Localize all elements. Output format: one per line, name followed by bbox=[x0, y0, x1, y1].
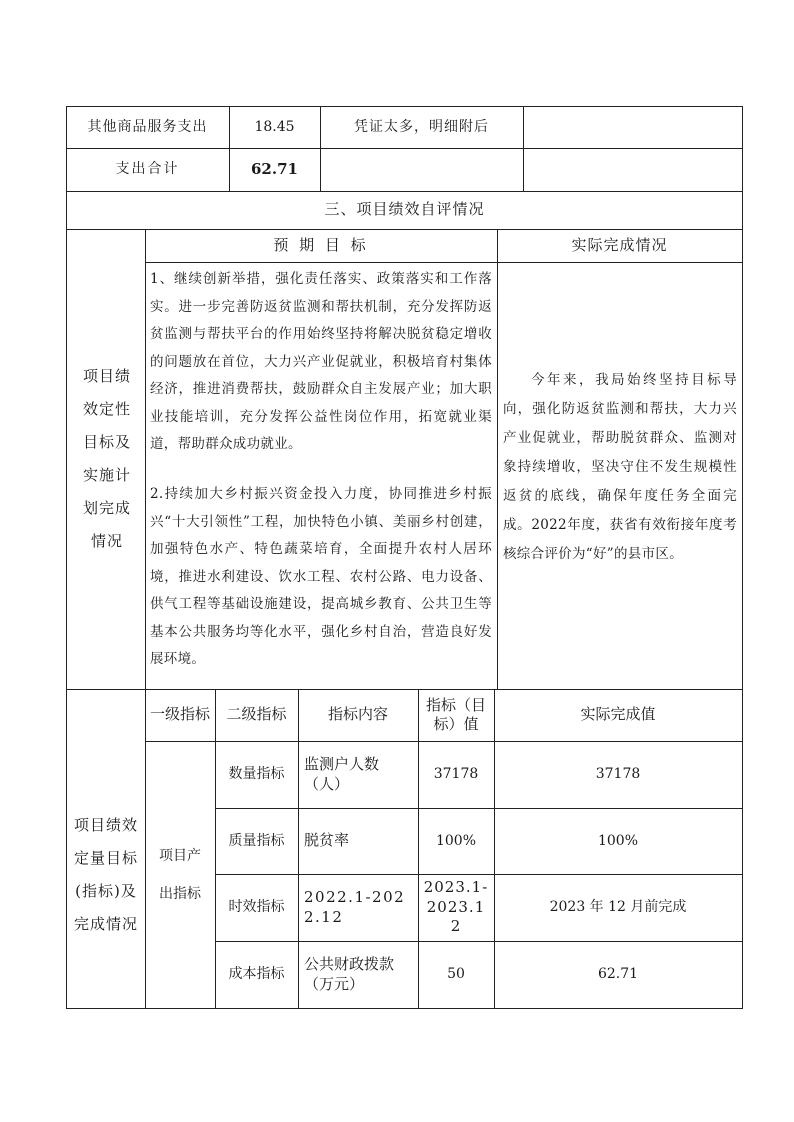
row-cost-content: 公共财政拨款（万元） bbox=[304, 955, 395, 993]
header-target: 指标（目标）值 bbox=[425, 695, 486, 733]
total-label: 支出合计 bbox=[115, 161, 180, 178]
row-quantity-target: 37178 bbox=[433, 766, 479, 783]
section-title: 三、项目绩效自评情况 bbox=[324, 200, 485, 219]
level1-value: 项目产出指标 bbox=[159, 847, 201, 902]
row-cost-level2: 成本指标 bbox=[228, 966, 285, 983]
header-content: 指标内容 bbox=[327, 705, 388, 724]
row-time-actual: 2023 年 12 月前完成 bbox=[549, 899, 687, 916]
row-quality-level2: 质量指标 bbox=[228, 832, 285, 849]
row-time-level2: 时效指标 bbox=[228, 899, 285, 916]
row-quantity-actual: 37178 bbox=[595, 766, 641, 783]
expected-goal-paragraph-1: 1、继续创新举措，强化责任落实、政策落实和工作落实。进一步完善防返贫监测和帮扶机制，充分发挥防返贫监测与帮扶平台的作用始终坚持将解决脱贫稳定增收的问题放在首位，大力兴产业促就业，积极培育村集体经济，推进消费帮扶，鼓励群众自主发展产业；加大职业技能培训，充分发挥公益性岗位作用，拓宽就业渠道，帮助群众成功就业。 bbox=[150, 271, 492, 452]
total-extra bbox=[523, 148, 742, 191]
row-quality-actual: 100% bbox=[597, 832, 639, 849]
expense-note: 凭证太多，明细附后 bbox=[354, 118, 489, 135]
expense-label: 其他商品服务支出 bbox=[87, 118, 208, 135]
total-note bbox=[320, 148, 523, 191]
row-quantity-content: 监测户人数（人） bbox=[304, 755, 380, 793]
expense-extra bbox=[523, 106, 742, 148]
header-level2: 二级指标 bbox=[226, 705, 287, 724]
row-quantity-level2: 数量指标 bbox=[228, 766, 285, 783]
actual-completion-header: 实际完成情况 bbox=[571, 235, 668, 254]
total-amount: 62.71 bbox=[251, 159, 298, 178]
row-time-target: 2023.1-2023.12 bbox=[423, 878, 489, 936]
expected-goal-header: 预 期 目 标 bbox=[273, 235, 369, 254]
header-actual: 实际完成值 bbox=[580, 705, 656, 724]
expected-goal-paragraph-2: 2.持续加大乡村振兴资金投入力度，协同推进乡村振兴“十大引领性”工程，加快特色小镇、美丽乡村创建，加强特色水产、特色蔬菜培育，全面提升农村人居环境，推进水利建设、饮水工程、农村公路、电力设备、供气工程等基础设施建设，提高城乡教育、公共卫生等基本公共服务均等化水平，强化乡村自治，营造良好发展环境。 bbox=[150, 486, 492, 667]
qualitative-row-label: 项目绩效定性目标及实施计划完成情况 bbox=[82, 367, 131, 550]
row-quality-target: 100% bbox=[435, 832, 477, 849]
row-quality-content: 脱贫率 bbox=[304, 831, 350, 850]
row-time-content: 2022.1-2022.12 bbox=[304, 888, 406, 926]
expense-amount: 18.45 bbox=[254, 118, 295, 135]
header-level1: 一级指标 bbox=[149, 705, 210, 724]
quantitative-row-label: 项目绩效定量目标(指标)及完成情况 bbox=[74, 815, 139, 933]
actual-completion-text: 今年来，我局始终坚持目标导向，强化防返贫监测和帮扶，大力兴产业促就业，帮助脱贫群众、监测对象持续增收，坚决守住不发生规模性返贫的底线，确保年度任务全面完成。2022年度，获省有效衔接年度考核综合评价为“好”的县市区。 bbox=[503, 372, 737, 562]
row-cost-actual: 62.71 bbox=[597, 966, 639, 983]
row-cost-target: 50 bbox=[447, 966, 465, 983]
